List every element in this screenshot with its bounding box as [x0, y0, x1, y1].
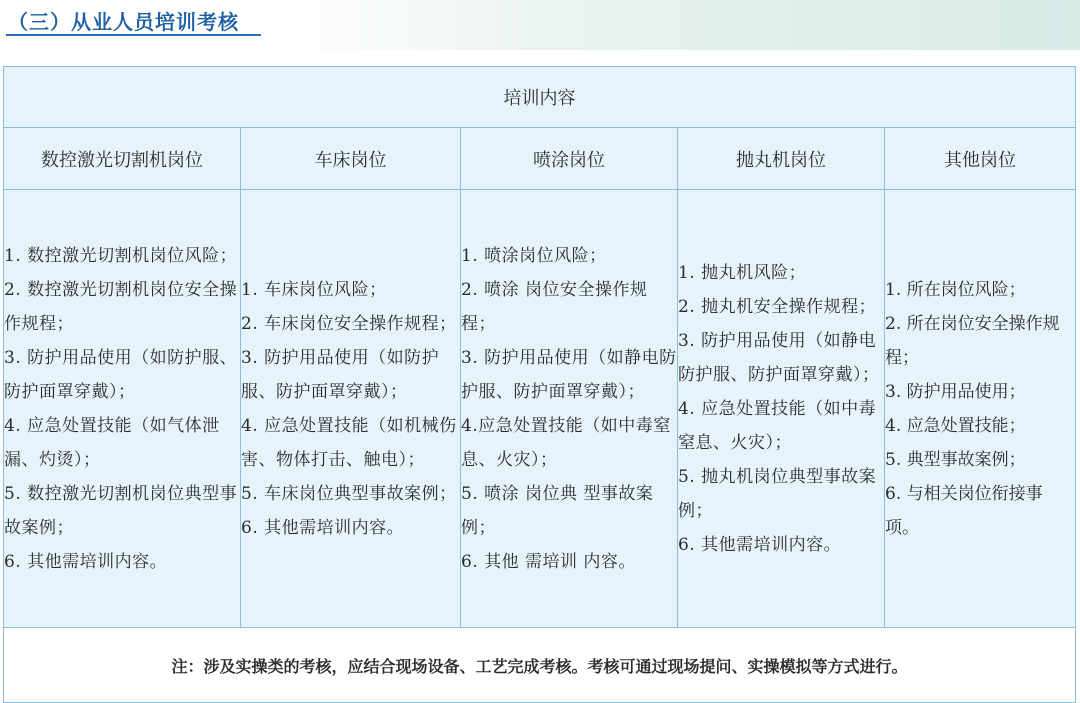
- table-row: [4, 190, 1076, 628]
- list-item: 4. 应急处置技能；: [885, 415, 1026, 436]
- cell-other-positions: [885, 190, 1076, 628]
- list-item: 3. 防护用品使用（如静电防护服、防护面罩穿戴）；: [461, 347, 677, 402]
- list-item: 4. 应急处置技能（如机械伤害、物体打击、触电）；: [241, 415, 457, 470]
- column-header: 其他岗位: [885, 128, 1076, 190]
- list-item: 3. 防护用品使用（如静电防护服、防护面罩穿戴）；: [678, 330, 880, 385]
- column-header: 车床岗位: [241, 128, 461, 190]
- list-item: 3. 防护用品使用（如防护服、防护面罩穿戴）；: [241, 347, 440, 402]
- list-item: 1. 喷涂岗位风险；: [461, 245, 607, 266]
- training-content-header: 培训内容: [4, 67, 1076, 128]
- column-header: 喷涂岗位: [461, 128, 678, 190]
- list-item: 5. 抛丸机岗位典型事故案例；: [678, 466, 877, 521]
- list-item: 6. 其他 需培训 内容。: [461, 551, 636, 572]
- cell-laser-cutting: [4, 190, 241, 628]
- list-item: 4. 应急处置技能（如气体泄漏、灼烫）；: [4, 415, 220, 470]
- table-top-header-row: [4, 67, 1076, 128]
- list-item: 2. 数控激光切割机岗位安全操作规程；: [4, 279, 238, 334]
- list-item: 1. 抛丸机风险；: [678, 262, 807, 283]
- list-item: 3. 防护用品使用（如防护服、防护面罩穿戴）；: [4, 347, 238, 402]
- list-item: 5. 数控激光切割机岗位典型事故案例；: [4, 483, 238, 538]
- list-item: 6. 其他需培训内容。: [4, 551, 168, 572]
- list-item: 2. 所在岗位安全操作规程；: [885, 313, 1060, 368]
- list-item: 2. 抛丸机安全操作规程；: [678, 296, 877, 317]
- list-item: 6. 其他需培训内容。: [678, 534, 842, 555]
- column-header: 数控激光切割机岗位: [4, 128, 241, 190]
- list-item: 4.应急处置技能（如中毒窒息、火灾）；: [461, 415, 671, 470]
- list-item: 1. 车床岗位风险；: [241, 279, 387, 300]
- list-item: 1. 所在岗位风险；: [885, 279, 1026, 300]
- list-item: 4. 应急处置技能（如中毒窒息、火灾）；: [678, 398, 877, 453]
- list-item: 6. 与相关岗位衔接事项。: [885, 483, 1043, 538]
- table-column-header-row: [4, 128, 1076, 190]
- list-item: 1. 数控激光切割机岗位风险；: [4, 245, 238, 266]
- list-item: 6. 其他需培训内容。: [241, 517, 405, 538]
- table-note-row: [4, 628, 1076, 703]
- table-note: 注：涉及实操类的考核，应结合现场设备、工艺完成考核。考核可通过现场提问、实操模拟等方式进行。: [4, 628, 1076, 703]
- list-item: 5. 喷涂 岗位典 型事故案例；: [461, 483, 654, 538]
- title-underline: [6, 34, 261, 36]
- cell-shot-blasting: [678, 190, 885, 628]
- list-item: 2. 车床岗位安全操作规程；: [241, 313, 457, 334]
- list-item: 5. 典型事故案例；: [885, 449, 1026, 470]
- list-item: 5. 车床岗位典型事故案例；: [241, 483, 457, 504]
- training-table: [3, 66, 1076, 703]
- cell-lathe: [241, 190, 461, 628]
- cell-spraying: [461, 190, 678, 628]
- list-item: 2. 喷涂 岗位安全操作规程；: [461, 279, 648, 334]
- column-header: 抛丸机岗位: [678, 128, 885, 190]
- list-item: 3. 防护用品使用；: [885, 381, 1026, 402]
- section-title: （三）从业人员培训考核: [8, 10, 239, 34]
